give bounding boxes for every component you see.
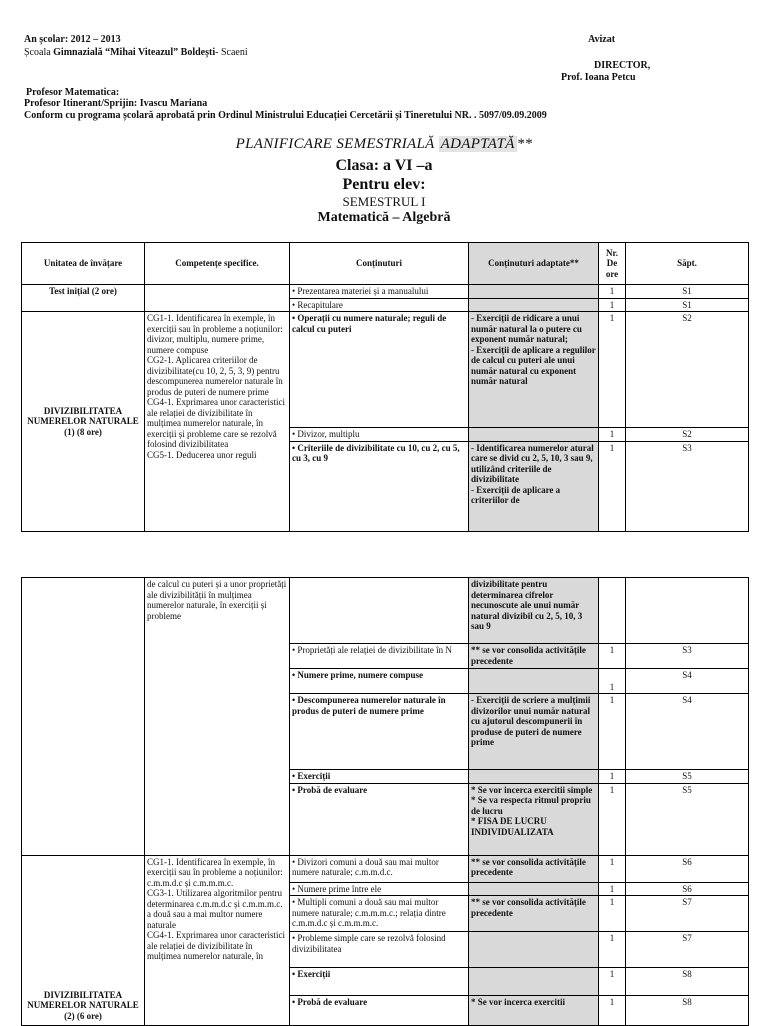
content-cell: • Probă de evaluare — [290, 783, 469, 855]
adapted-cell — [469, 298, 599, 312]
header-competences: Competențe specifice. — [145, 243, 290, 285]
hours-cell: 1 — [599, 932, 626, 968]
unit-divisibility-1: DIVIZIBILITATEA NUMERELOR NATURALE (1) (8 ore) — [22, 312, 145, 532]
adapted-cell: ** se vor consolida activitățile precedente — [469, 644, 599, 669]
week-cell: S2 — [626, 312, 749, 428]
content-cell: • Proprietăți ale relației de divizibilitate în N — [290, 644, 469, 669]
unit-continued-cell — [22, 578, 145, 856]
hours-cell: 1 — [599, 896, 626, 932]
hours-cell: 1 — [599, 285, 626, 299]
week-cell: S8 — [626, 996, 749, 1026]
content-cell: • Divizori comuni a două sau mai multor numere naturale; c.m.m.d.c. — [290, 855, 469, 882]
plan-title-stars: ** — [516, 136, 533, 152]
school-year: An școlar: 2012 – 2013 — [24, 34, 121, 45]
adapted-cell — [469, 932, 599, 968]
table-row — [22, 312, 749, 428]
competences-cell: de calcul cu puteri și a unor proprietăți ale divizibilității în mulțimea numerelor naturale, în exerciții și probleme — [145, 578, 290, 856]
header-hours: Nr. De ore — [599, 243, 626, 285]
hours-cell: 1 — [599, 644, 626, 669]
week-cell: S8 — [626, 968, 749, 996]
content-cell: • Probă de evaluare — [290, 996, 469, 1026]
school-line — [24, 47, 248, 59]
week-cell: S3 — [626, 644, 749, 669]
planning-table-page-2 — [21, 577, 749, 1026]
week-cell: S5 — [626, 783, 749, 855]
hours-cell: 1 — [599, 694, 626, 770]
programme-reference: Conform cu programa școlară aprobată prin Ordinul Ministrului Educației Cercetării și Tineretului NR. . 5097/09.09.2009 — [24, 110, 547, 121]
school-suffix: - Scaeni — [215, 47, 248, 58]
approved-label: Avizat — [588, 34, 616, 45]
hours-cell: 1 — [599, 441, 626, 531]
class-title: Clasa: a VI –a — [335, 157, 433, 174]
header-week: Săpt. — [626, 243, 749, 285]
content-cell — [290, 578, 469, 644]
plan-title-main: PLANIFICARE SEMESTRIALĂ — [235, 136, 439, 152]
adapted-cell — [469, 285, 599, 299]
header-unit: Unitatea de învățare — [22, 243, 145, 285]
competences-cell: CG1-1. Identificarea în exemple, în exerciții sau în probleme a noțiunilor: c.m.m.d.c și c.m.m.m.c. CG3-1. Utilizarea algoritmilor pentru determinarea c.m.m.d.c și c.m.m.m.c. a două sau a mai multor numere naturale CG4-1. Exprimarea unor caracteristici ale relației de divizibilitate în mulțimea numerelor naturale, în — [145, 855, 290, 1026]
week-cell: S6 — [626, 855, 749, 882]
adapted-cell: - Identificarea numerelor atural care se divid cu 2, 5, 10, 3 sau 9, utilizând criteriile de divizibilitate - Exerciții de aplicare a criteriilor de — [469, 441, 599, 531]
week-cell: S3 — [626, 441, 749, 531]
adapted-cell: * Se vor incerca exercitii simple * Se va respecta ritmul propriu de lucru * FISA DE LUCRU INDIVIDUALIZATA — [469, 783, 599, 855]
adapted-cell: divizibilitate pentru determinarea cifrelor necunoscute ale unui număr natural divizibil cu 2, 5, 10, 3 sau 9 — [469, 578, 599, 644]
content-cell: • Descompunerea numerelor naturale în produs de puteri de numere prime — [290, 694, 469, 770]
adapted-cell: ** se vor consolida activitățile precedente — [469, 855, 599, 882]
hours-cell: 1 — [599, 855, 626, 882]
week-cell: S1 — [626, 285, 749, 299]
week-cell: S5 — [626, 770, 749, 784]
content-cell: • Prezentarea materiei și a manualului — [290, 285, 469, 299]
discipline-title: Matematică – Algebră — [317, 210, 451, 225]
hours-cell: 1 — [599, 968, 626, 996]
content-cell: • Criteriile de divizibilitate cu 10, cu 2, cu 5, cu 3, cu 9 — [290, 441, 469, 531]
adapted-cell: * Se vor incerca exercitii — [469, 996, 599, 1026]
content-cell: • Exerciții — [290, 968, 469, 996]
header-contents: Conținuturi — [290, 243, 469, 285]
unit-divisibility-2: DIVIZIBILITATEA NUMERELOR NATURALE (2) (6 ore) — [22, 855, 145, 1026]
content-cell: • Numere prime, numere compuse — [290, 669, 469, 694]
adapted-cell: ** se vor consolida activitățile precedente — [469, 896, 599, 932]
week-cell: S4 — [626, 694, 749, 770]
week-cell: S2 — [626, 428, 749, 442]
week-cell: S4 — [626, 669, 749, 694]
week-cell: S6 — [626, 882, 749, 896]
adapted-cell: - Exerciții de ridicare a unui număr natural la o putere cu exponent număr natural; - Exerciții de aplicare a regulilor de calcul cu puteri ale unui număr natural cu exponent număr natural — [469, 312, 599, 428]
plan-title — [0, 136, 768, 153]
week-cell: S7 — [626, 896, 749, 932]
hours-cell: 1 — [599, 882, 626, 896]
plan-title-adapted: ADAPTATĂ — [440, 136, 515, 152]
week-cell: S1 — [626, 298, 749, 312]
content-cell: • Recapitulare — [290, 298, 469, 312]
table-header-row — [22, 243, 749, 285]
content-cell: • Multipli comuni a două sau mai multor numere naturale; c.m.m.m.c.; relația dintre c.m.m.d.c și c.m.m.m.c. — [290, 896, 469, 932]
hours-cell: 1 — [599, 669, 626, 694]
content-cell: • Probleme simple care se rezolvă folosind divizibilitatea — [290, 932, 469, 968]
adapted-cell: - Exerciții de scriere a mulțimii divizorilor unui număr natural cu ajutorul descompunerii în produse de puteri de numere prime — [469, 694, 599, 770]
school-name: Gimnazială “Mihai Viteazul” Boldești — [53, 47, 216, 58]
hours-cell: 1 — [599, 428, 626, 442]
competences-cell: CG1-1. Identificarea în exemple, în exerciții sau în probleme a noțiunilor: divizor, multiplu, numere prime, numere compuse CG2-1. Aplicarea criteriilor de divizibilitate(cu 10, 2, 5, 3, 9) pentru descompunerea numerelor naturale în produs de puteri de numere prime CG4-1. Exprimarea unor caracteristici ale relației de divizibilitate în mulțimea numerelor naturale, în exerciții și probleme care se rezolvă folosind divizibilitatea CG5-1. Deducerea unor reguli — [145, 312, 290, 532]
planning-table-page-1 — [21, 242, 749, 532]
adapted-cell — [469, 428, 599, 442]
hours-cell — [599, 578, 626, 644]
week-cell: S7 — [626, 932, 749, 968]
adapted-cell — [469, 882, 599, 896]
school-prefix: Școala — [24, 47, 54, 58]
table-row — [22, 285, 749, 299]
week-cell — [626, 578, 749, 644]
content-cell: • Divizor, multiplu — [290, 428, 469, 442]
semester-title: SEMESTRUL I — [342, 194, 426, 209]
content-cell: • Numere prime între ele — [290, 882, 469, 896]
empty-cell — [145, 285, 290, 312]
table-row — [22, 578, 749, 644]
adapted-cell — [469, 770, 599, 784]
adapted-cell — [469, 968, 599, 996]
director-name: Prof. Ioana Petcu — [561, 72, 636, 83]
itinerant-teacher: Profesor Itinerant/Sprijin: Ivascu Mariana — [24, 98, 208, 109]
hours-cell: 1 — [599, 298, 626, 312]
content-cell: • Exerciții — [290, 770, 469, 784]
content-cell: • Operații cu numere naturale; reguli de calcul cu puteri — [290, 312, 469, 428]
adapted-cell — [469, 669, 599, 694]
header-adapted-contents: Conținuturi adaptate** — [469, 243, 599, 285]
director-label: DIRECTOR, — [594, 60, 651, 71]
unit-initial-test: Test inițial (2 ore) — [22, 285, 145, 312]
hours-cell: 1 — [599, 770, 626, 784]
student-title: Pentru elev: — [342, 176, 426, 193]
hours-cell: 1 — [599, 783, 626, 855]
table-row — [22, 855, 749, 882]
hours-cell: 1 — [599, 312, 626, 428]
teacher-label: Profesor Matematica: — [26, 87, 120, 98]
hours-cell: 1 — [599, 996, 626, 1026]
